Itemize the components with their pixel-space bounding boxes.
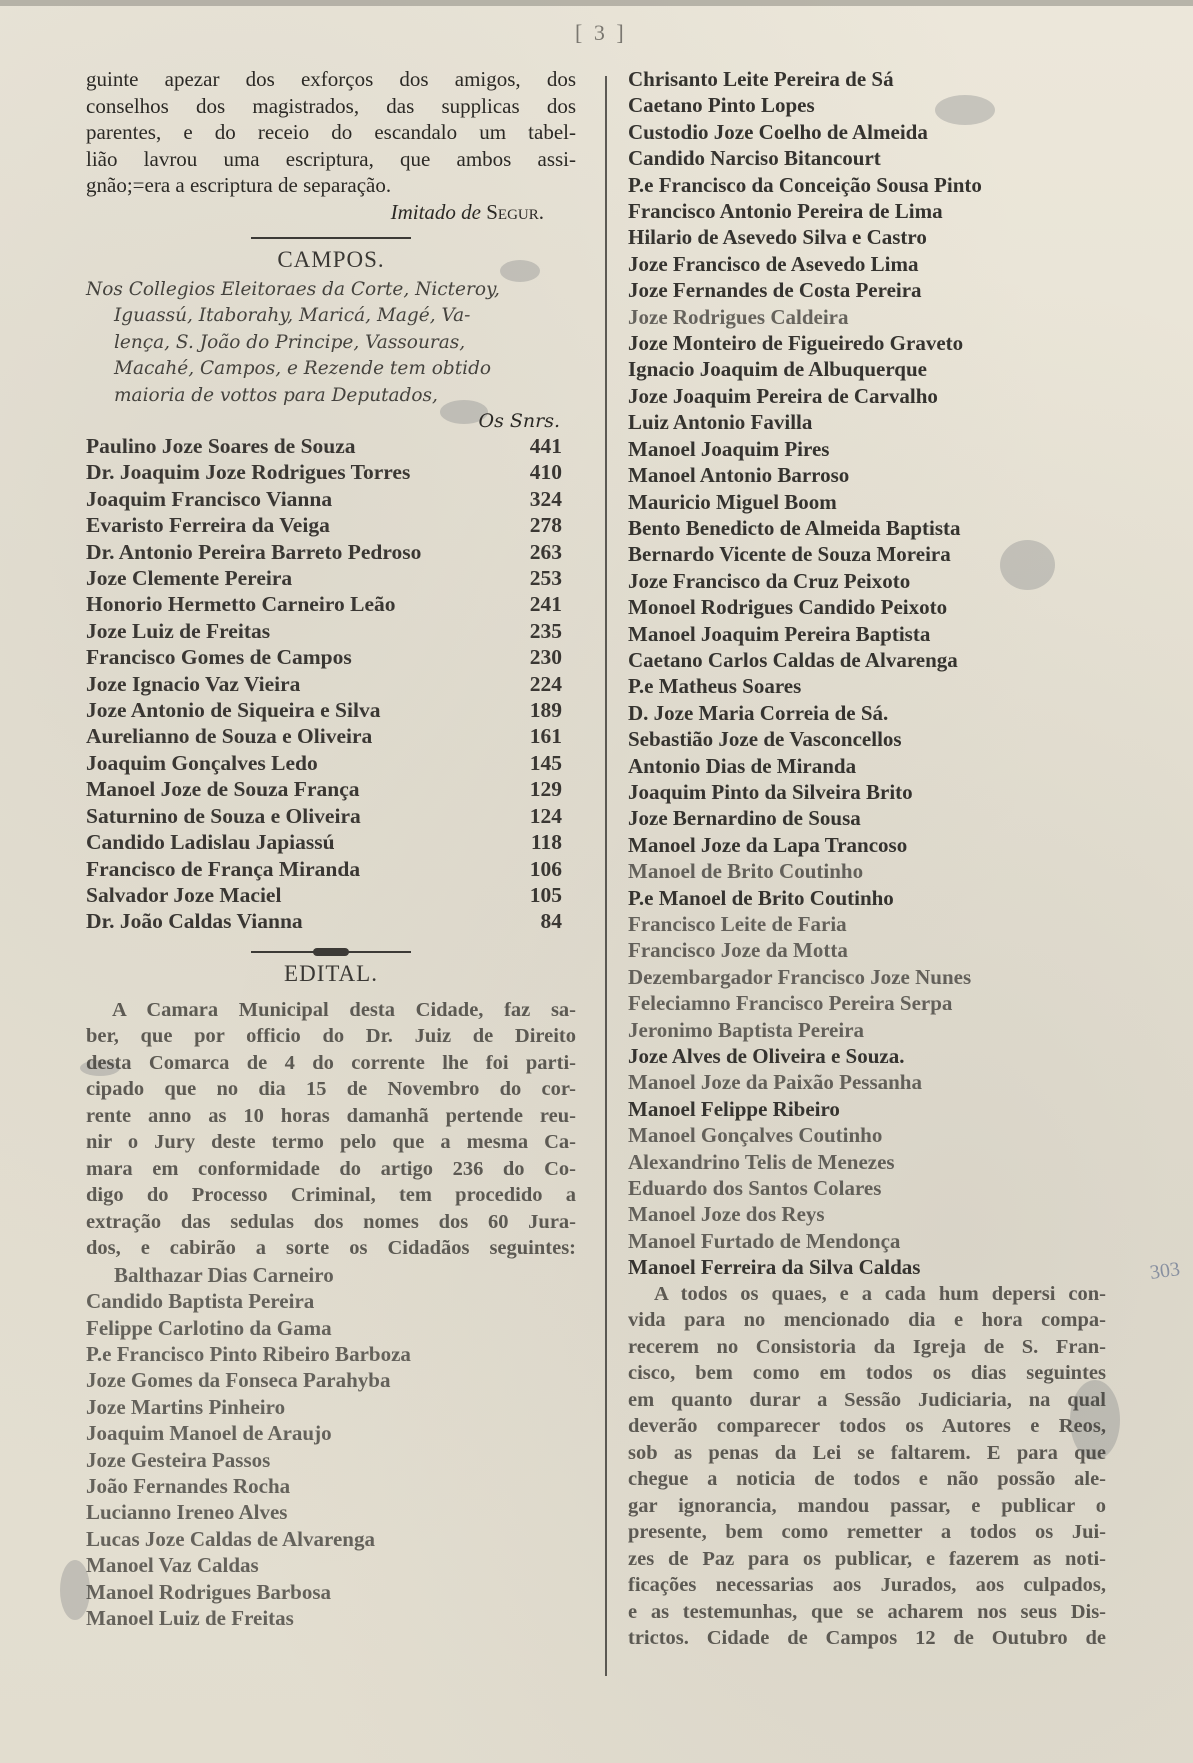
text-line: A Camara Municipal desta Cidade, faz sa- (112, 998, 576, 1021)
juror-name: Manoel Ferreira da Silva Caldas (628, 1255, 921, 1280)
text-line: guinte apezar dos exforços dos amigos, dos (86, 67, 576, 91)
ornamental-rule (251, 951, 411, 953)
vote-table (86, 433, 576, 935)
juror-name: Manoel Joze da Lapa Trancoso (628, 832, 908, 857)
vote-row (86, 486, 576, 512)
juror-name: Lucas Joze Caldas de Alvarenga (86, 1526, 375, 1551)
juror-name: Joaquim Pinto da Silveira Brito (628, 779, 913, 804)
text-line: lião lavrou uma escriptura, que ambos assi- (86, 146, 576, 171)
juror-name: Manoel Joze da Paixão Pessanha (628, 1070, 922, 1095)
vote-count: 84 (540, 909, 562, 934)
text-line: zes de Paz para os publicar, e fazerem as noti- (628, 1547, 1106, 1570)
candidate-name: Paulino Joze Soares de Souza (86, 434, 356, 458)
vote-count: 263 (529, 539, 562, 564)
vote-row (86, 908, 576, 934)
juror-name: Luiz Antonio Favilla (628, 410, 813, 435)
section-heading-edital: EDITAL. (284, 960, 378, 986)
candidate-name: Joaquim Gonçalves Ledo (86, 750, 318, 775)
vote-row (86, 803, 576, 829)
vote-count: 230 (529, 645, 562, 670)
juror-name: D. Joze Maria Correia de Sá. (628, 700, 889, 725)
vote-count: 105 (529, 882, 562, 907)
juror-name: João Fernandes Rocha (86, 1473, 291, 1498)
juror-name: Alexandrino Telis de Menezes (628, 1149, 895, 1174)
juror-name: Bernardo Vicente de Souza Moreira (628, 542, 951, 567)
text-line: gar ignorancia, mandou passar, e publicar o (628, 1494, 1106, 1517)
juror-name: Custodio Joze Coelho de Almeida (628, 119, 928, 144)
juror-name: P.e Francisco da Conceição Sousa Pinto (628, 172, 982, 197)
candidate-name: Aurelianno de Souza e Oliveira (86, 724, 373, 749)
juror-name: Caetano Pinto Lopes (628, 93, 815, 118)
right-column (628, 66, 1106, 1652)
text-line: A todos os quaes, e a cada hum depersi con- (654, 1282, 1106, 1305)
juror-name: Candido Baptista Pereira (86, 1289, 315, 1314)
juror-list-left (86, 1262, 576, 1632)
juror-name: Jeronimo Baptista Pereira (628, 1017, 865, 1042)
text-line: Nos Collegios Eleitoraes da Corte, Nicteroy, (86, 278, 500, 300)
vote-count: 124 (529, 803, 562, 828)
text-line: parentes, e do receio do escandalo um tabel- (86, 120, 576, 144)
juror-name: Eduardo dos Santos Colares (628, 1176, 882, 1201)
candidate-name: Dr. Joaquim Joze Rodrigues Torres (86, 460, 411, 485)
juror-name: Francisco Joze da Motta (628, 938, 848, 963)
juror-name: Joze Francisco de Asevedo Lima (628, 251, 919, 276)
os-snrs-label: Os Snrs. (478, 410, 560, 432)
vote-row (86, 433, 576, 459)
text-line: desta Comarca de 4 do corrente lhe foi parti- (86, 1051, 576, 1074)
candidate-name: Joze Ignacio Vaz Vieira (86, 671, 301, 696)
candidate-name: Joze Clemente Pereira (86, 566, 293, 591)
text-line: cisco, bem como em todos os dias seguintes (628, 1362, 1106, 1385)
juror-name: Chrisanto Leite Pereira de Sá (628, 67, 894, 91)
vote-row (86, 459, 576, 485)
vote-row (86, 697, 576, 723)
juror-name: Manoel Rodrigues Barbosa (86, 1579, 332, 1604)
candidate-name: Francisco de França Miranda (86, 856, 361, 881)
vote-row (86, 750, 576, 776)
text-line: gnão;=era a escriptura de separação. (86, 173, 392, 197)
juror-name: Manoel de Brito Coutinho (628, 859, 864, 884)
juror-name: Manoel Joaquim Pereira Baptista (628, 621, 931, 646)
juror-name: Manoel Antonio Barroso (628, 463, 850, 488)
vote-count: 241 (529, 592, 562, 617)
vote-row (86, 723, 576, 749)
candidate-name: Joze Antonio de Siqueira e Silva (86, 698, 381, 723)
vote-count: 410 (529, 460, 562, 485)
juror-name: Joze Fernandes de Costa Pereira (628, 278, 922, 303)
juror-name: Felippe Carlotino da Gama (86, 1315, 332, 1340)
juror-name: Joze Francisco da Cruz Peixoto (628, 568, 911, 593)
text-line: chegue a noticia de todos e não possão ale- (628, 1468, 1106, 1491)
vote-count: 161 (529, 724, 562, 749)
text-line: trictos. Cidade de Campos 12 de Outubro de (628, 1627, 1106, 1650)
page-number: [ 3 ] (575, 20, 627, 45)
text-line: recerem no Consistoria da Igreja de S. Fran- (628, 1335, 1106, 1358)
vote-row (86, 776, 576, 802)
text-line: digo do Processo Criminal, tem procedido a (86, 1184, 576, 1207)
juror-name: Joze Joaquim Pereira de Carvalho (628, 383, 938, 408)
candidate-name: Joze Luiz de Freitas (86, 618, 271, 643)
vote-row (86, 591, 576, 617)
juror-name: Bento Benedicto de Almeida Baptista (628, 515, 961, 540)
juror-name: Manoel Gonçalves Coutinho (628, 1123, 883, 1148)
candidate-name: Manoel Joze de Souza França (86, 777, 360, 802)
juror-name: Balthazar Dias Carneiro (114, 1262, 334, 1287)
candidate-name: Evaristo Ferreira da Veiga (86, 513, 330, 538)
text-line: vida para no mencionado dia e hora compa- (628, 1309, 1106, 1332)
juror-name: Caetano Carlos Caldas de Alvarenga (628, 647, 958, 672)
attribution (86, 199, 544, 225)
text-line: extração das sedulas dos nomes dos 60 Jura- (86, 1210, 576, 1233)
attribution-author: Segur. (486, 199, 544, 224)
column-divider (605, 76, 607, 1676)
vote-count: 106 (529, 856, 562, 881)
opening-paragraph (86, 66, 576, 199)
text-line: conselhos dos magistrados, das supplicas dos (86, 93, 576, 118)
candidate-name: Candido Ladislau Japiassú (86, 830, 335, 855)
candidate-name: Joaquim Francisco Vianna (86, 486, 333, 511)
juror-name: Feleciamno Francisco Pereira Serpa (628, 991, 953, 1016)
vote-row (86, 565, 576, 591)
juror-name: Joaquim Manoel de Araujo (86, 1421, 332, 1446)
juror-name: Joze Martins Pinheiro (86, 1394, 286, 1419)
left-column (86, 66, 576, 1631)
top-edge (0, 0, 1193, 6)
juror-name: Joze Rodrigues Caldeira (628, 304, 849, 329)
section-heading-campos: CAMPOS. (277, 246, 385, 272)
vote-count: 189 (529, 698, 562, 723)
juror-name: Sebastião Joze de Vasconcellos (628, 727, 902, 752)
text-line: ber, que por officio do Dr. Juiz de Direito (86, 1025, 576, 1048)
candidate-name: Dr. Antonio Pereira Barreto Pedroso (86, 539, 422, 564)
juror-name: Mauricio Miguel Boom (628, 489, 837, 514)
juror-name: Francisco Leite de Faria (628, 912, 847, 936)
juror-name: Manoel Luiz de Freitas (86, 1606, 294, 1630)
vote-count: 118 (530, 830, 562, 855)
juror-name: P.e Francisco Pinto Ribeiro Barboza (86, 1341, 411, 1366)
vote-count: 324 (529, 486, 562, 511)
vote-count: 224 (529, 671, 562, 696)
juror-list-right (628, 66, 1106, 1281)
juror-name: Manoel Furtado de Mendonça (628, 1228, 901, 1253)
vote-count: 278 (529, 513, 562, 538)
juror-name: Monoel Rodrigues Candido Peixoto (628, 595, 948, 620)
text-line: ficações necessarias aos Jurados, aos culpados, (628, 1574, 1106, 1597)
text-line: Iguassú, Itaborahy, Maricá, Magé, Va- (114, 305, 471, 326)
vote-row (86, 644, 576, 670)
text-line: cipado que no dia 15 de Novembro do cor- (86, 1078, 576, 1101)
text-line: deverão comparecer todos os Autores e Reos, (628, 1415, 1106, 1438)
vote-row (86, 671, 576, 697)
attribution-prefix: Imitado de (390, 199, 481, 224)
text-line: presente, bem como remetter a todos os Jui- (628, 1521, 1106, 1544)
juror-name: Joze Monteiro de Figueiredo Graveto (628, 331, 964, 356)
text-line: maioria de vottos para Deputados, (114, 384, 438, 406)
juror-name: Manoel Joze dos Reys (628, 1202, 825, 1227)
text-line: sob as penas da Lei se faltarem. E para que (628, 1441, 1106, 1464)
juror-name: Joze Alves de Oliveira e Souza. (628, 1044, 905, 1069)
text-line: lença, S. João do Principe, Vassouras, (114, 331, 466, 353)
juror-name: P.e Matheus Soares (628, 674, 802, 699)
juror-name: Joze Gomes da Fonseca Parahyba (86, 1368, 391, 1393)
juror-name: Ignacio Joaquim de Albuquerque (628, 357, 927, 382)
closing-paragraph (628, 1281, 1106, 1652)
vote-count: 441 (529, 434, 562, 458)
vote-row (86, 856, 576, 882)
candidate-name: Saturnino de Souza e Oliveira (86, 803, 361, 828)
vote-row (86, 882, 576, 908)
vote-count: 253 (529, 566, 562, 591)
vote-row (86, 618, 576, 644)
vote-count: 145 (529, 750, 562, 775)
vote-row (86, 539, 576, 565)
juror-name: P.e Manoel de Brito Coutinho (628, 885, 894, 910)
text-line: em quanto durar a Sessão Judiciaria, na qual (628, 1388, 1106, 1411)
text-line: e as testemunhas, que se acharem nos seus Dis- (628, 1600, 1106, 1623)
vote-count: 129 (529, 777, 562, 802)
section-rule (251, 237, 411, 239)
edital-body (86, 997, 576, 1262)
campos-intro (86, 277, 576, 410)
juror-name: Manoel Vaz Caldas (86, 1553, 259, 1578)
juror-name: Dezembargador Francisco Joze Nunes (628, 964, 972, 989)
juror-name: Candido Narciso Bitancourt (628, 146, 881, 171)
vote-row (86, 512, 576, 538)
vote-row (86, 829, 576, 855)
juror-name: Joze Bernardino de Sousa (628, 806, 861, 831)
juror-name: Lucianno Ireneo Alves (86, 1500, 288, 1525)
text-line: nir o Jury deste termo pelo que a mesma Ca- (86, 1131, 576, 1154)
text-line: rente anno as 10 horas damanhã pertende reu- (86, 1104, 576, 1127)
candidate-name: Honorio Hermetto Carneiro Leão (86, 592, 396, 617)
candidate-name: Francisco Gomes de Campos (86, 645, 352, 670)
juror-name: Manoel Joaquim Pires (628, 436, 830, 461)
text-line: Macahé, Campos, e Rezende tem obtido (114, 358, 492, 379)
candidate-name: Salvador Joze Maciel (86, 882, 282, 907)
candidate-name: Dr. João Caldas Vianna (86, 909, 303, 934)
juror-name: Manoel Felippe Ribeiro (628, 1096, 840, 1121)
juror-name: Hilario de Asevedo Silva e Castro (628, 225, 927, 250)
juror-name: Francisco Antonio Pereira de Lima (628, 199, 943, 224)
text-line: dos, e cabirão a sorte os Cidadãos seguintes: (86, 1237, 576, 1260)
text-line: mara em conformidade do artigo 236 do Co- (86, 1157, 576, 1180)
margin-note: 303 (1148, 1258, 1182, 1284)
vote-count: 235 (529, 618, 562, 643)
juror-name: Joze Gesteira Passos (86, 1447, 271, 1472)
juror-name: Antonio Dias de Miranda (628, 753, 857, 778)
